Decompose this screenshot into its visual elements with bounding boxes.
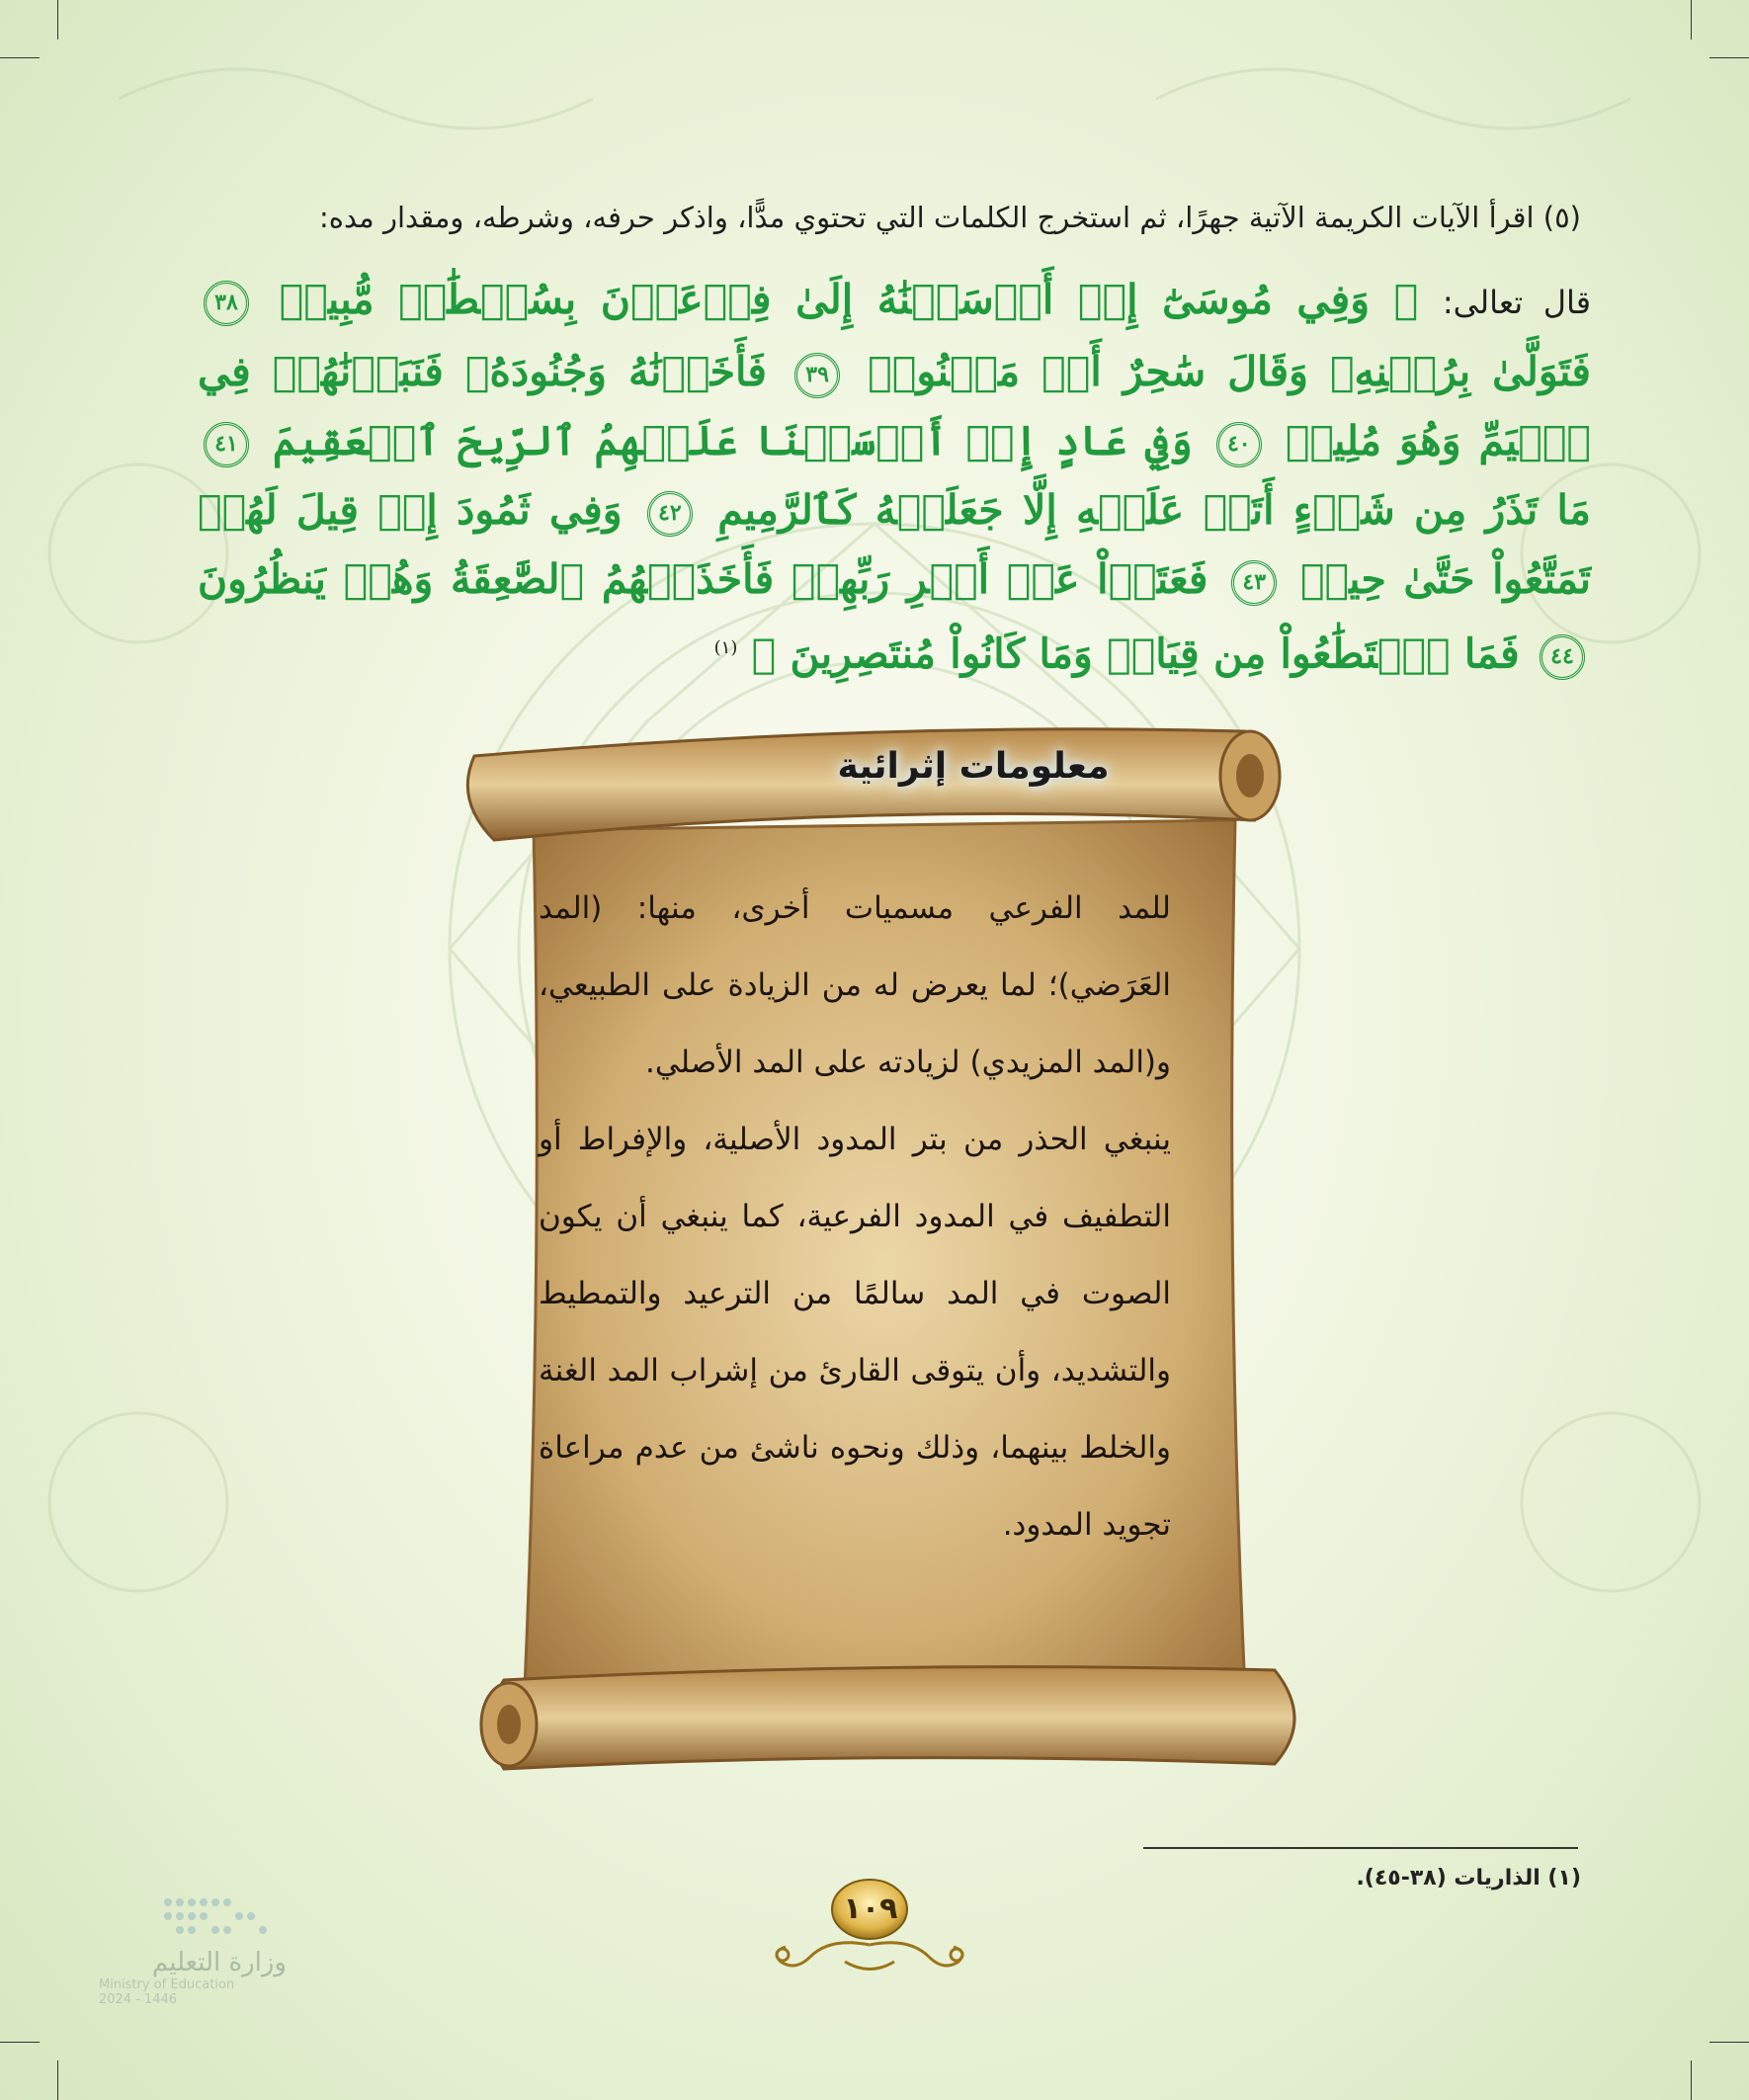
- footnote: (١) الذاريات (٣٨-٤٥).: [1356, 1866, 1581, 1890]
- ministry-dots-icon: [158, 1892, 277, 1942]
- verse-text: وَفِي ثَمُودَ إِذۡ قِيلَ لَهُمۡ تَمَتَّعُواْ حَتَّىٰ حِينٖ: [198, 486, 1591, 603]
- close-bracket: ﴾: [751, 630, 777, 678]
- verse-number: ٤٣: [1231, 560, 1277, 606]
- quran-verses: [198, 265, 1591, 689]
- enrichment-title: معلومات إثرائية: [837, 746, 1110, 787]
- page-number: ١٠٩: [843, 1891, 898, 1926]
- verse-number: ٤٢: [647, 491, 693, 537]
- verse-text: مَا تَذَرُ مِن شَيۡءٍ أَتَتۡ عَلَيۡهِ إِلَّا جَعَلَتۡهُ كَٱلرَّمِيمِ: [717, 486, 1591, 534]
- ministry-logo: [99, 1892, 287, 2007]
- footnote-divider: [1143, 1847, 1578, 1849]
- verse-number: ٤١: [204, 422, 249, 467]
- verse-text: فَتَوَلَّىٰ بِرُكۡنِهِۦ وَقَالَ سَٰحِرٌ أَوۡ مَجۡنُونٞ: [868, 348, 1591, 395]
- footnote-marker: (١): [713, 637, 738, 658]
- verse-text: وَفِي مُوسَىٰٓ إِذۡ أَرۡسَلۡنَٰهُ إِلَىٰ فِرۡعَوۡنَ بِسُلۡطَٰنٖ مُّبِينٖ: [279, 276, 1370, 323]
- verse-text: وَفِي عَادٍ إِذۡ أَرۡسَلۡنَا عَلَيۡهِمُ ٱلرِّيحَ ٱلۡعَقِيمَ: [273, 417, 1193, 464]
- verse-text: فَعَتَوۡاْ عَنۡ أَمۡرِ رَبِّهِمۡ فَأَخَذَتۡهُمُ ٱلصَّٰعِقَةُ وَهُمۡ يَنظُرُونَ: [198, 555, 1208, 603]
- enrichment-paragraph: للمد الفرعي مسميات أخرى، منها: (المد العَرَضي)؛ لما يعرض له من الزيادة على الطبيعي، و(المد المزيدي) لزيادته على المد الأصلي.: [539, 890, 1171, 1080]
- open-bracket: ﴿: [1393, 276, 1419, 323]
- exercise-question: (٥) اقرأ الآيات الكريمة الآتية جهرًا، ثم استخرج الكلمات التي تحتوي مدًّا، واذكر حرفه، وشرطه، ومقدار مده:: [319, 201, 1581, 234]
- verse-number: ٤٠: [1216, 422, 1262, 467]
- ministry-name-en: Ministry of Education: [99, 1977, 235, 1992]
- verse-intro: قال تعالى:: [1442, 284, 1592, 321]
- verse-number: ٣٩: [794, 353, 840, 398]
- enrichment-paragraph: ينبغي الحذر من بتر المدود الأصلية، والإفراط أو التطفيف في المدود الفرعية، كما ينبغي أن يكون الصوت في المد سالمًا من الترعيد والتمطيط والتشديد، وأن يتوقى القارئ من إشراب المد الغنة والخلط بينهما، وذلك ونحوه ناشئ من عدم مراعاة تجويد المدود.: [539, 1122, 1171, 1543]
- ministry-name-ar: وزارة التعليم: [151, 1948, 287, 1977]
- verse-text: فَمَا ٱسۡتَطَٰعُواْ مِن قِيَامٖ وَمَا كَانُواْ مُنتَصِرِينَ: [790, 630, 1520, 678]
- verse-number: ٤٤: [1540, 634, 1585, 680]
- verse-number: ٣٨: [204, 281, 249, 326]
- ministry-year: 2024 - 1446: [99, 1992, 178, 2007]
- verse-text: فَأَخَذۡنَٰهُ وَجُنُودَهُۥ فَنَبَذۡنَٰهُمۡ فِي ٱلۡيَمِّ وَهُوَ مُلِيمٞ: [198, 348, 1592, 464]
- enrichment-body: [539, 870, 1171, 1563]
